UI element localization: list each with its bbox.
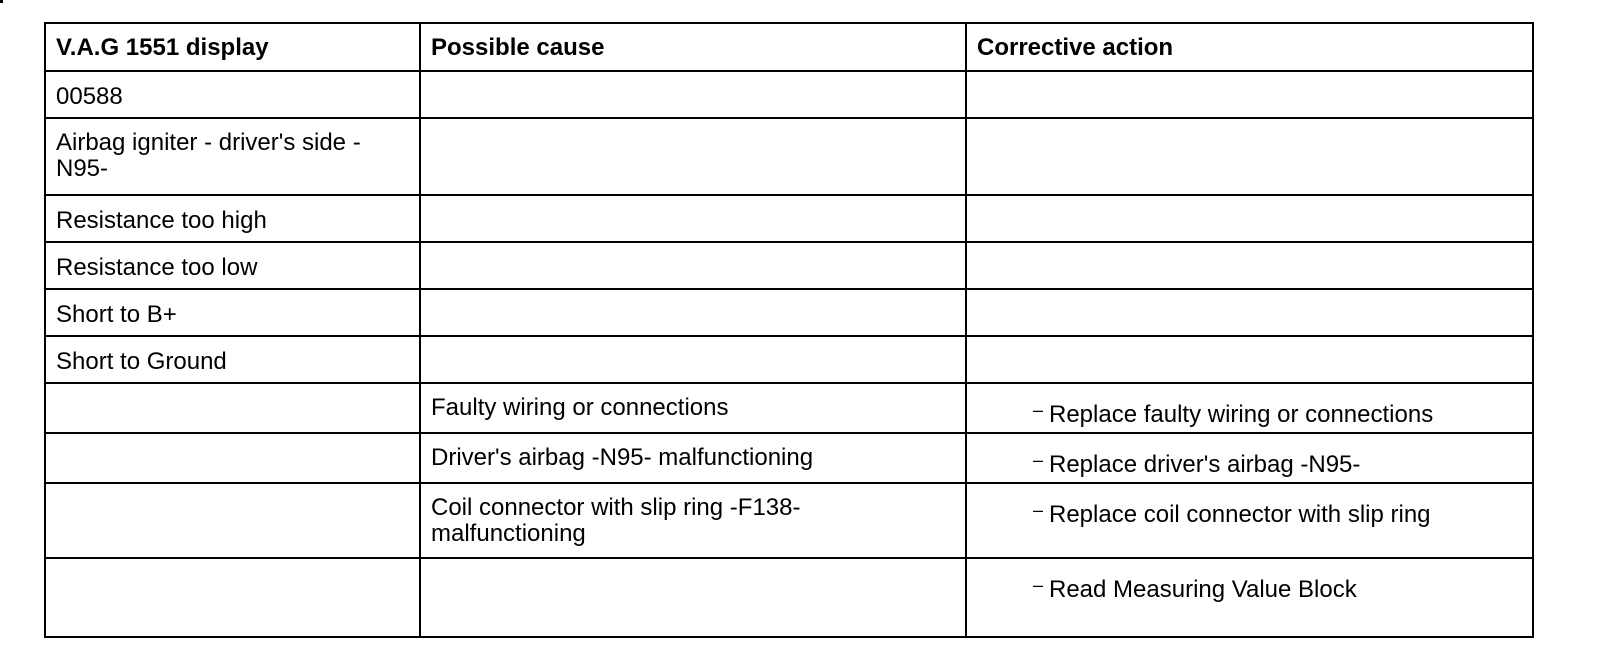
table-row	[45, 383, 1533, 433]
condition-text: Short to B+	[45, 289, 420, 336]
table-row	[45, 483, 1533, 558]
table-row	[45, 71, 1533, 118]
dash-bullet: –	[1033, 450, 1044, 470]
table-row	[45, 558, 1533, 637]
action-text: Read Measuring Value Block	[1049, 576, 1357, 603]
corrective-action	[966, 558, 1533, 637]
empty-cell	[966, 118, 1533, 195]
table-row	[45, 433, 1533, 483]
table-row	[45, 195, 1533, 242]
corrective-action	[966, 483, 1533, 558]
corrective-action	[966, 433, 1533, 483]
table-row	[45, 289, 1533, 336]
empty-cell	[966, 71, 1533, 118]
cause-text: Coil connector with slip ring -F138- malfunctioning	[420, 483, 966, 558]
empty-cell	[420, 71, 966, 118]
empty-cell	[420, 118, 966, 195]
empty-cell	[966, 242, 1533, 289]
header-possible-cause: Possible cause	[420, 23, 966, 71]
corner-mark	[0, 0, 3, 3]
action-text: Replace driver's airbag -N95-	[1049, 451, 1361, 478]
table-row	[45, 242, 1533, 289]
header-display: V.A.G 1551 display	[45, 23, 420, 71]
table-row	[45, 118, 1533, 195]
action-text: Replace coil connector with slip ring	[1049, 501, 1431, 528]
empty-cell	[420, 336, 966, 383]
header-corrective-action: Corrective action	[966, 23, 1533, 71]
empty-cell	[966, 336, 1533, 383]
condition-text: Resistance too low	[45, 242, 420, 289]
action-text: Replace faulty wiring or connections	[1049, 401, 1434, 428]
condition-text: Short to Ground	[45, 336, 420, 383]
corrective-action	[966, 383, 1533, 433]
cause-text: Faulty wiring or connections	[420, 383, 966, 433]
empty-cell	[45, 483, 420, 558]
table-header-row	[45, 23, 1533, 71]
dash-bullet: –	[1033, 500, 1044, 520]
fault-diagnosis-table	[44, 22, 1534, 638]
table-row	[45, 336, 1533, 383]
empty-cell	[45, 558, 420, 637]
empty-cell	[420, 195, 966, 242]
empty-cell	[966, 289, 1533, 336]
fault-code: 00588	[45, 71, 420, 118]
component-name: Airbag igniter - driver's side - N95-	[45, 118, 420, 195]
empty-cell	[966, 195, 1533, 242]
cause-text	[420, 558, 966, 637]
cause-text: Driver's airbag -N95- malfunctioning	[420, 433, 966, 483]
dash-bullet: –	[1033, 400, 1044, 420]
dash-bullet: –	[1033, 575, 1044, 595]
empty-cell	[420, 242, 966, 289]
empty-cell	[420, 289, 966, 336]
empty-cell	[45, 383, 420, 433]
condition-text: Resistance too high	[45, 195, 420, 242]
empty-cell	[45, 433, 420, 483]
